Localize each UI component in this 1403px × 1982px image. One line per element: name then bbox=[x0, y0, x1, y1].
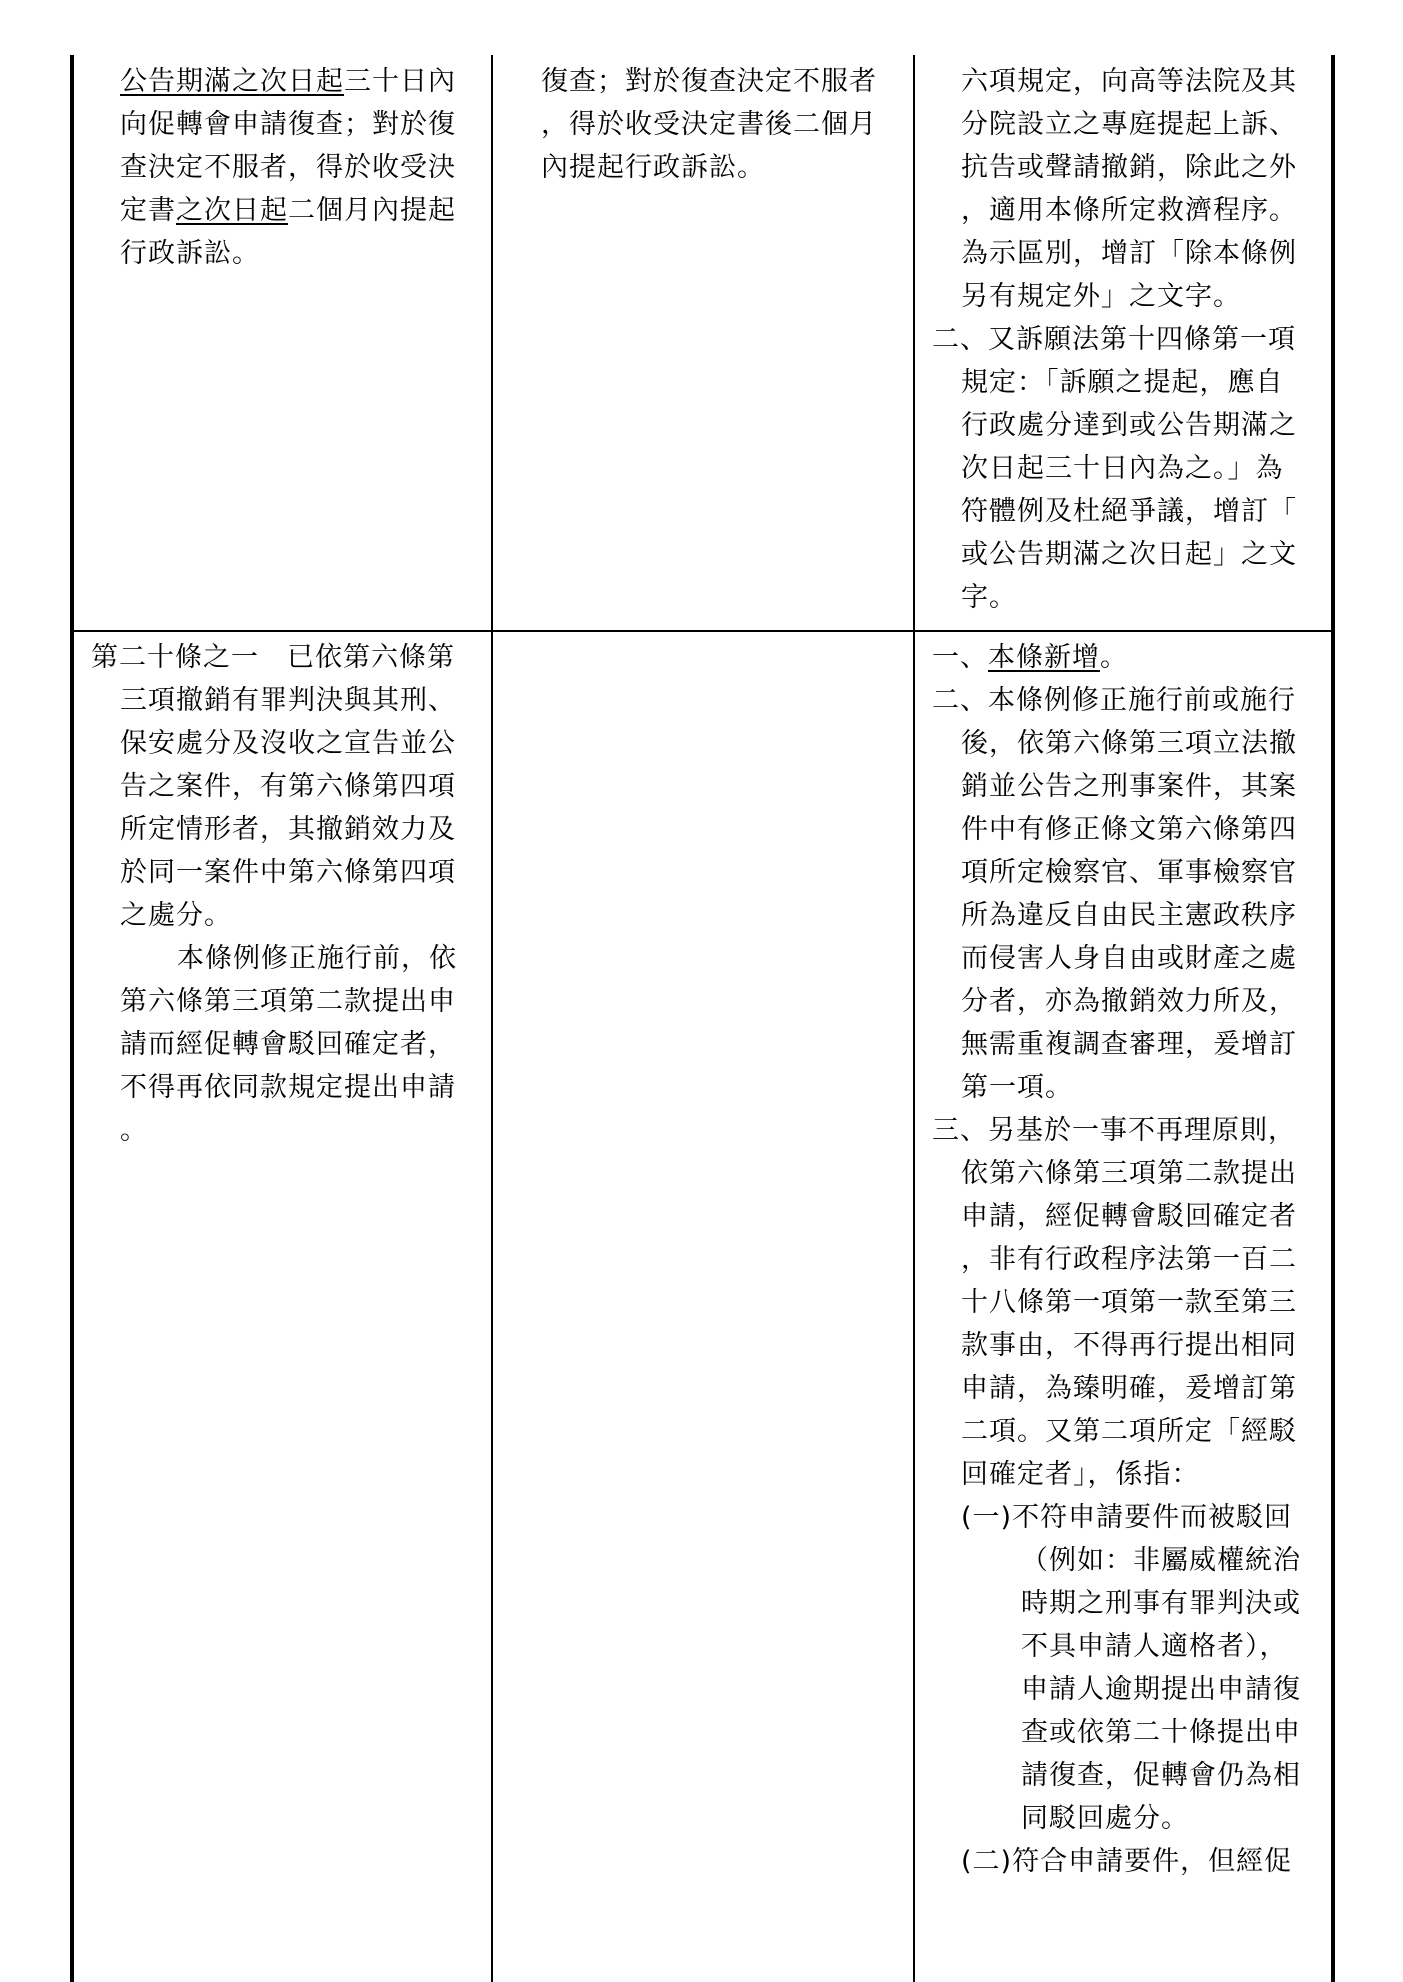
text-line: 二項。又第二項所定「經駁 bbox=[961, 1416, 1297, 1447]
row2-col3-item2 bbox=[932, 722, 1327, 1109]
text-line: 內提起行政訴訟。 bbox=[541, 152, 765, 183]
column-divider-1 bbox=[491, 55, 493, 1982]
row2-col3-sub1-first-line: (一)不符申請要件而被駁回 bbox=[961, 1502, 1293, 1533]
row2-col3-item3 bbox=[932, 1152, 1327, 1496]
text-segment: 查決定不服者，得於收受決 bbox=[120, 152, 456, 183]
row2-col3-item3-first-line: 三、另基於一事不再理原則， bbox=[932, 1115, 1296, 1146]
article-paragraph-2-first-line: 本條例修正施行前，依 bbox=[177, 943, 457, 974]
table-left-border bbox=[70, 55, 74, 1982]
text-line bbox=[120, 189, 480, 232]
text-line: 。 bbox=[120, 1115, 148, 1146]
row2-col3-sub2-first-line: (二)符合申請要件，但經促 bbox=[961, 1846, 1293, 1877]
text-line: 請復查，促轉會仍為相 bbox=[1021, 1760, 1301, 1791]
text-line: 件中有修正條文第六條第四 bbox=[961, 814, 1297, 845]
item1-text: 本條新增 bbox=[988, 642, 1100, 673]
table-right-border bbox=[1331, 55, 1335, 1982]
text-line: 所定情形者，其撤銷效力及 bbox=[120, 814, 456, 845]
text-line bbox=[120, 146, 480, 189]
text-line: 第六條第三項第二款提出申 bbox=[120, 986, 456, 1017]
text-line: 三項撤銷有罪判決與其刑、 bbox=[120, 685, 456, 716]
row1-col1-cell bbox=[120, 60, 480, 275]
text-line: 於同一案件中第六條第四項 bbox=[120, 857, 456, 888]
row2-col3-item1 bbox=[932, 636, 1327, 679]
text-line: 項所定檢察官、軍事檢察官 bbox=[961, 857, 1297, 888]
text-line: 申請，經促轉會駁回確定者 bbox=[961, 1201, 1297, 1232]
text-line: 第一項。 bbox=[961, 1072, 1073, 1103]
row-divider bbox=[70, 630, 1335, 632]
article-paragraph-2 bbox=[91, 980, 486, 1152]
text-line: 另有規定外」之文字。 bbox=[961, 281, 1241, 312]
text-line: 申請人逾期提出申請復 bbox=[1021, 1674, 1301, 1705]
text-line: 抗告或聲請撤銷，除此之外 bbox=[961, 152, 1297, 183]
item1-prefix: 一、 bbox=[932, 642, 988, 673]
text-line: 符體例及杜絕爭議，增訂「 bbox=[961, 496, 1297, 527]
text-segment: 二個月內提起 bbox=[288, 195, 456, 226]
text-line: ，得於收受決定書後二個月 bbox=[541, 109, 877, 140]
text-line: 款事由，不得再行提出相同 bbox=[961, 1330, 1297, 1361]
text-segment: 定書 bbox=[120, 195, 176, 226]
text-line: 六項規定，向高等法院及其 bbox=[961, 66, 1297, 97]
text-line: 同駁回處分。 bbox=[1021, 1803, 1189, 1834]
underlined-text: 公告期滿之次日起 bbox=[120, 66, 344, 97]
row1-col3-cell bbox=[932, 60, 1327, 619]
text-line: 次日起三十日內為之。」為 bbox=[961, 453, 1284, 484]
text-line: 或公告期滿之次日起」之文 bbox=[961, 539, 1297, 570]
text-line: 保安處分及沒收之宣告並公 bbox=[120, 728, 456, 759]
text-line: 告之案件，有第六條第四項 bbox=[120, 771, 456, 802]
row1-col2-text bbox=[541, 60, 906, 189]
row2-col3-item2-first-line: 二、本條例修正施行前或施行 bbox=[932, 685, 1296, 716]
text-line: 規定：「訴願之提起，應自 bbox=[961, 367, 1284, 398]
text-line: 申請，為臻明確，爰增訂第 bbox=[961, 1373, 1297, 1404]
text-line: ，非有行政程序法第一百二 bbox=[961, 1244, 1297, 1275]
text-line: 行政處分達到或公告期滿之 bbox=[961, 410, 1297, 441]
text-line: 為示區別，增訂「除本條例 bbox=[961, 238, 1297, 269]
article-paragraph-1 bbox=[91, 679, 486, 937]
text-line: ，適用本條所定救濟程序。 bbox=[961, 195, 1297, 226]
text-line: 分者，亦為撤銷效力所及， bbox=[961, 986, 1297, 1017]
text-line bbox=[120, 60, 480, 103]
text-line: 之處分。 bbox=[120, 900, 232, 931]
item1-suffix: 。 bbox=[1100, 642, 1128, 673]
row2-col3-cell bbox=[932, 636, 1327, 1883]
text-segment: 行政訴訟。 bbox=[120, 238, 260, 269]
column-divider-2 bbox=[913, 55, 915, 1982]
text-line bbox=[120, 103, 480, 146]
row1-col1-text bbox=[120, 60, 480, 275]
row1-col3-continuation bbox=[932, 60, 1327, 318]
text-line: 時期之刑事有罪判決或 bbox=[1021, 1588, 1301, 1619]
text-line: 復查；對於復查決定不服者 bbox=[541, 66, 877, 97]
text-line: 回確定者」，係指： bbox=[961, 1459, 1200, 1490]
row1-col3-item2 bbox=[932, 361, 1327, 619]
article-heading-line: 第二十條之一 已依第六條第 bbox=[91, 642, 455, 673]
text-line: 銷並公告之刑事案件，其案 bbox=[961, 771, 1297, 802]
text-line: 分院設立之專庭提起上訴、 bbox=[961, 109, 1297, 140]
row2-col1-cell bbox=[91, 636, 486, 1152]
text-line: 請而經促轉會駁回確定者， bbox=[120, 1029, 456, 1060]
text-line: 字。 bbox=[961, 582, 1017, 613]
row1-col2-cell bbox=[541, 60, 906, 189]
text-line: 不具申請人適格者）， bbox=[1021, 1631, 1288, 1662]
text-line: 查或依第二十條提出申 bbox=[1021, 1717, 1301, 1748]
row2-col3-sub1 bbox=[932, 1539, 1327, 1840]
underlined-text: 之次日起 bbox=[176, 195, 288, 226]
text-line: 而侵害人身自由或財產之處 bbox=[961, 943, 1297, 974]
text-line: 所為違反自由民主憲政秩序 bbox=[961, 900, 1297, 931]
text-line: 後，依第六條第三項立法撤 bbox=[961, 728, 1297, 759]
text-line: 依第六條第三項第二款提出 bbox=[961, 1158, 1297, 1189]
text-line: （例如：非屬威權統治 bbox=[1021, 1545, 1301, 1576]
text-segment: 向促轉會申請復查；對於復 bbox=[120, 109, 456, 140]
text-segment: 三十日內 bbox=[344, 66, 456, 97]
text-line: 不得再依同款規定提出申請 bbox=[120, 1072, 456, 1103]
row1-col3-item2-first-line: 二、又訴願法第十四條第一項 bbox=[932, 324, 1296, 355]
text-line: 十八條第一項第一款至第三 bbox=[961, 1287, 1297, 1318]
text-line bbox=[120, 232, 480, 275]
text-line: 無需重複調查審理，爰增訂 bbox=[961, 1029, 1297, 1060]
